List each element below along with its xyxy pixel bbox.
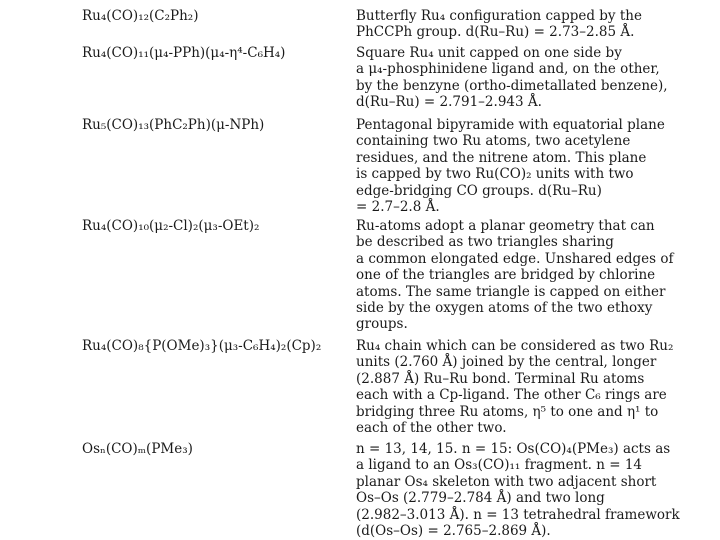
description-line: units (2.760 Å) joined by the central, longer — [356, 354, 657, 371]
description-line: n = 13, 14, 15. n = 15: Os(CO)₄(PMe₃) acts as — [356, 441, 671, 457]
description-line: edge-bridging CO groups. d(Ru–Ru) — [356, 182, 602, 199]
description-line: groups. — [356, 316, 408, 333]
description-line: Os–Os (2.779–2.784 Å) and two long — [356, 490, 605, 507]
description-line: (2.887 Å) Ru–Ru bond. Terminal Ru atoms — [356, 370, 645, 387]
compound-formula: Ru₄(CO)₈{P(OMe)₃}(μ₃-C₆H₄)₂(Cp)₂ — [82, 338, 322, 354]
compound-formula: Ru₅(CO)₁₃(PhC₂Ph)(μ-NPh) — [82, 117, 265, 133]
description-line: d(Ru–Ru) = 2.791–2.943 Å. — [356, 94, 542, 111]
description-line: (2.982–3.013 Å). n = 13 tetrahedral framework — [356, 506, 680, 523]
description-line: planar Os₄ skeleton with two adjacent short — [356, 473, 657, 490]
description-line: = 2.7–2.8 Å. — [356, 199, 440, 216]
structure-description — [356, 441, 680, 540]
compound-formula: Osₙ(CO)ₘ(PMe₃) — [82, 441, 193, 457]
description-line: each with a Cp-ligand. The other C₆ rings are — [356, 387, 667, 404]
structure-description — [356, 218, 674, 333]
description-line: residues, and the nitrene atom. This plane — [356, 149, 647, 166]
description-line: Ru₄ chain which can be considered as two Ru₂ — [356, 338, 674, 354]
description-line: side by the oxygen atoms of the two ethoxy — [356, 300, 653, 317]
compound-formula: Ru₄(CO)₁₀(μ₂-Cl)₂(μ₃-OEt)₂ — [82, 218, 260, 234]
compound-formula: Ru₄(CO)₁₂(C₂Ph₂) — [82, 8, 199, 24]
description-line: (d(Os–Os) = 2.765–2.869 Å). — [356, 523, 551, 540]
description-line: containing two Ru atoms, two acetylene — [356, 133, 631, 150]
description-line: is capped by two Ru(CO)₂ units with two — [356, 166, 634, 183]
description-line: by the benzyne (ortho-dimetallated benzene), — [356, 77, 668, 94]
description-line: bridging three Ru atoms, η⁵ to one and η¹ to — [356, 403, 659, 420]
description-line: each of the other two. — [356, 420, 507, 437]
structure-description — [356, 8, 656, 41]
description-line: Square Ru₄ unit capped on one side by — [356, 45, 622, 61]
description-line: Ru-atoms adopt a planar geometry that can — [356, 218, 655, 234]
description-line: be described as two triangles sharing — [356, 234, 614, 251]
description-line: atoms. The same triangle is capped on either — [356, 283, 666, 300]
description-line: PhCCPh group. d(Ru–Ru) = 2.73–2.85 Å. — [356, 24, 635, 41]
description-line: a common elongated edge. Unshared edges of — [356, 250, 674, 267]
structure-description — [356, 338, 674, 437]
description-line: Pentagonal bipyramide with equatorial plane — [356, 117, 665, 133]
description-line: a μ₄-phosphinidene ligand and, on the other, — [356, 61, 660, 78]
structure-description — [356, 117, 665, 216]
description-line: a ligand to an Os₃(CO)₁₁ fragment. n = 14 — [356, 457, 643, 474]
compound-formula: Ru₄(CO)₁₁(μ₄-PPh)(μ₄-η⁴-C₆H₄) — [82, 45, 286, 61]
structure-description — [356, 45, 668, 111]
description-line: one of the triangles are bridged by chlorine — [356, 267, 656, 284]
description-line: Butterfly Ru₄ configuration capped by the — [356, 8, 642, 24]
